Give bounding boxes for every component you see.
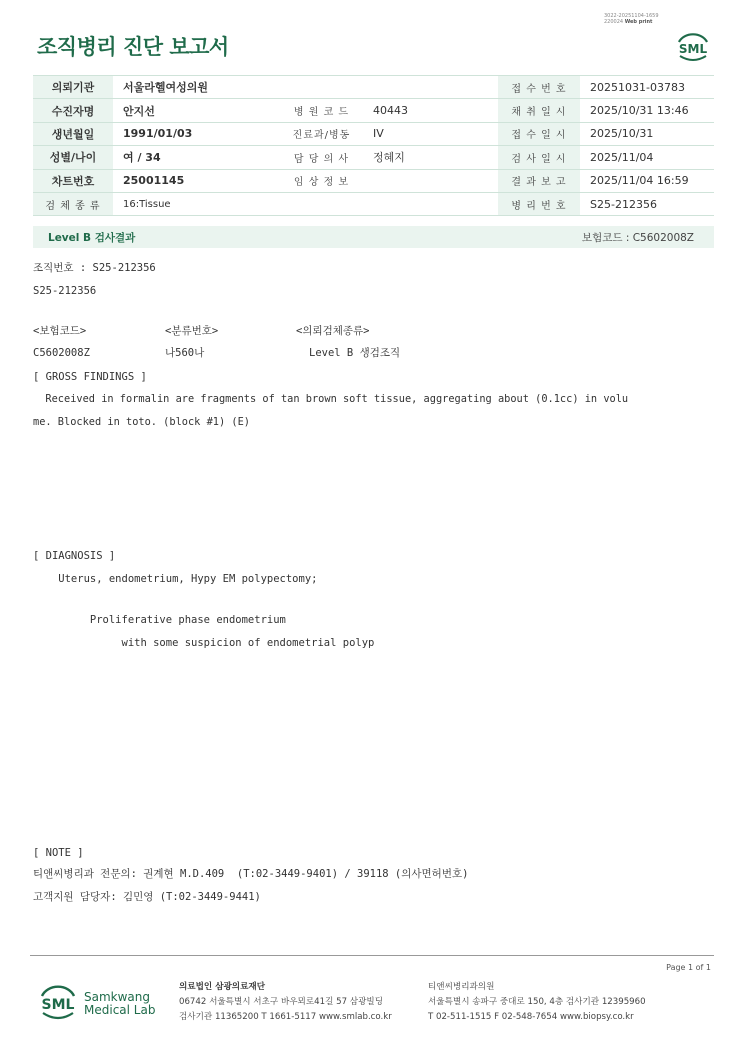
diagnosis-title: [ DIAGNOSIS ] <box>33 550 116 562</box>
samkwang-line2: Medical Lab <box>84 1003 156 1017</box>
footer-col1-contact: 검사기관 11365200 T 1661-5117 www.smlab.co.kr <box>179 1012 392 1022</box>
value-specimen-type: 16:Tissue <box>113 192 280 215</box>
value-doctor: 정혜지 <box>363 146 498 169</box>
samkwang-line1: Samkwang <box>84 990 150 1004</box>
patient-info-table <box>33 75 714 216</box>
gross-findings-line1: Received in formalin are fragments of tan brown soft tissue, aggregating about (0.1cc) in volu <box>33 393 629 405</box>
col-value-specimen: Level B 생검조직 <box>309 347 401 359</box>
label-chart-no: 차트번호 <box>33 169 113 192</box>
value-pathology-no: S25-212356 <box>580 192 714 215</box>
label-result-report: 결 과 보 고 <box>498 169 580 192</box>
note-line1: 티앤씨병리과 전문의: 권계현 M.D.409 (T:02-3449-9401) / 39118 (의사면허번호) <box>33 868 469 880</box>
label-doctor: 담 당 의 사 <box>280 146 363 169</box>
table-row <box>33 76 714 99</box>
label-department: 진료과/병동 <box>280 122 363 145</box>
footer-col2-title: 티앤씨병리과의원 <box>428 982 495 992</box>
diagnosis-line2: Proliferative phase endometrium <box>33 614 286 626</box>
value-collection-date: 2025/10/31 13:46 <box>580 99 714 122</box>
label-patient-name: 수진자명 <box>33 99 113 122</box>
document-code <box>604 13 659 25</box>
samkwang-brand <box>84 991 155 1017</box>
value-empty <box>363 76 498 99</box>
value-receipt-date: 2025/10/31 <box>580 122 714 145</box>
footer-col1-title: 의료법인 삼광의료재단 <box>179 982 266 992</box>
label-clinical-info: 임 상 정 보 <box>280 169 363 192</box>
diagnosis-line1: Uterus, endometrium, Hypy EM polypectomy; <box>33 573 318 585</box>
doc-code-line2: 220024 <box>604 19 624 25</box>
page-number: Page 1 of 1 <box>666 963 711 972</box>
sml-logo-text: SML <box>678 42 708 56</box>
value-exam-date: 2025/11/04 <box>580 146 714 169</box>
note-line2: 고객지원 담당자: 김민영 (T:02-3449-9441) <box>33 891 261 903</box>
footer-tnc-info <box>428 980 646 1025</box>
label-exam-date: 검 사 일 시 <box>498 146 580 169</box>
diagnosis-line3: with some suspicion of endometrial polyp <box>33 637 375 649</box>
col-header-classification: <분류번호> <box>165 325 219 337</box>
table-row <box>33 192 714 215</box>
footer-col2-address: 서울특별시 송파구 중대로 150, 4층 검사기관 12395960 <box>428 997 646 1007</box>
value-clinical-info <box>363 169 498 192</box>
value-requesting-org: 서울라헬여성의원 <box>113 76 280 99</box>
label-receipt-date: 접 수 일 시 <box>498 122 580 145</box>
level-result-bar <box>33 226 714 248</box>
level-result-title: Level B 검사결과 <box>48 232 136 244</box>
value-empty <box>363 192 498 215</box>
sml-footer-logo-icon <box>37 979 79 1023</box>
footer-divider <box>30 955 714 956</box>
sml-footer-logo-text: SML <box>41 997 75 1013</box>
col-header-specimen: <의뢰검체종류> <box>296 325 370 337</box>
gross-findings-line2: me. Blocked in toto. (block #1) (E) <box>33 416 250 428</box>
value-hospital-code: 40443 <box>363 99 498 122</box>
label-requesting-org: 의뢰기관 <box>33 76 113 99</box>
table-row <box>33 169 714 192</box>
table-row <box>33 122 714 145</box>
value-chart-no: 25001145 <box>113 169 280 192</box>
label-sex-age: 성별/나이 <box>33 146 113 169</box>
note-title: [ NOTE ] <box>33 847 84 859</box>
value-receipt-no: 20251031-03783 <box>580 76 714 99</box>
label-empty <box>280 76 363 99</box>
value-sex-age: 여 / 34 <box>113 146 280 169</box>
label-birth-date: 생년월일 <box>33 122 113 145</box>
value-result-report: 2025/11/04 16:59 <box>580 169 714 192</box>
insurance-code: 보험코드 : C5602008Z <box>581 232 694 244</box>
label-specimen-type: 검 체 종 류 <box>33 192 113 215</box>
sml-logo-icon <box>674 28 712 64</box>
value-department: IV <box>363 122 498 145</box>
table-row <box>33 99 714 122</box>
table-row <box>33 146 714 169</box>
value-patient-name: 안지선 <box>113 99 280 122</box>
gross-findings-title: [ GROSS FINDINGS ] <box>33 371 147 383</box>
col-value-classification: 나560나 <box>165 347 205 359</box>
value-birth-date: 1991/01/03 <box>113 122 280 145</box>
web-print-label: Web print <box>624 19 653 25</box>
footer-col1-address: 06742 서울특별시 서초구 바우뫼로41길 57 삼광빌딩 <box>179 997 383 1007</box>
tissue-number-2: S25-212356 <box>33 285 97 297</box>
footer-samkwang-info <box>179 980 392 1025</box>
label-collection-date: 채 취 일 시 <box>498 99 580 122</box>
footer-col2-contact: T 02-511-1515 F 02-548-7654 www.biopsy.co.kr <box>428 1012 634 1022</box>
doc-code-line1: 3022-20251104-1659 <box>604 13 659 19</box>
col-value-insurance: C5602008Z <box>33 347 90 359</box>
label-empty <box>280 192 363 215</box>
page-title: 조직병리 진단 보고서 <box>37 35 229 59</box>
tissue-number: 조직번호 : S25-212356 <box>33 262 156 274</box>
label-receipt-no: 접 수 번 호 <box>498 76 580 99</box>
col-header-insurance: <보험코드> <box>33 325 87 337</box>
label-hospital-code: 병 원 코 드 <box>280 99 363 122</box>
label-pathology-no: 병 리 번 호 <box>498 192 580 215</box>
